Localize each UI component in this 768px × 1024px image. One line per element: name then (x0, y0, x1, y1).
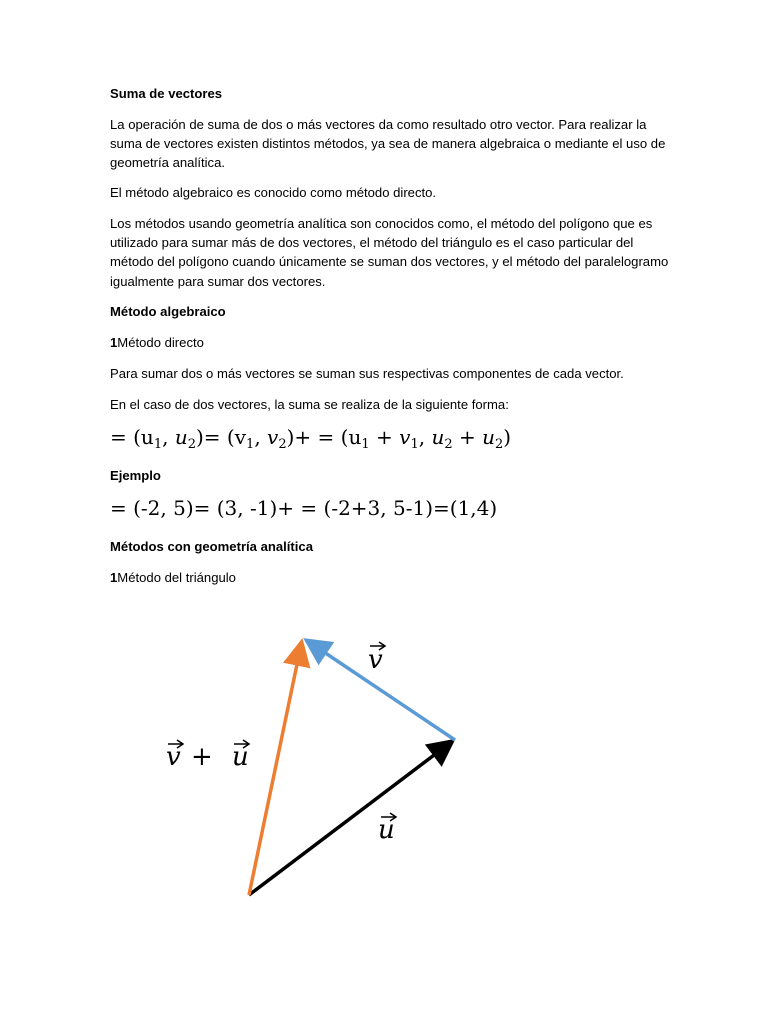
vector-u-arrow (249, 743, 450, 895)
direct-explanation-paragraph: Para sumar dos o más vectores se suman sus respectivas componentes de cada vector. (110, 366, 624, 381)
example-formula: = (-2, 5)= (3, -1)+ = (-2+3, 5-1)=(1,4) (110, 496, 498, 520)
list-item-number: 1 (110, 335, 118, 350)
label-v (368, 642, 385, 675)
two-vectors-paragraph: En el caso de dos vectores, la suma se realiza de la siguiente forma: (110, 397, 509, 412)
svg-text:u: u (232, 742, 249, 772)
geometry-methods-paragraph: Los métodos usando geometría analítica son conocidos como, el método del polígono que es utilizado para sumar más de dos vectores, el método del triángulo es el caso particular del método del polígono cuando únicamente se suman dos vectores, y el método del paralelogramo igualmente para sumar dos vectores. (110, 216, 669, 289)
intro-paragraph: La operación de suma de dos o más vectores da como resultado otro vector. Para realizar la suma de vectores existen distintos métodos, ya sea de manera algebraica o mediante el uso de geometría analítica. (110, 117, 666, 171)
svg-text:v: v (166, 742, 181, 772)
label-u (378, 813, 396, 845)
sum-formula: = ($u_1$, $u_2)= (v_1$, $v_2)+ = (u_1 + v_1$, $u_2 + u_2$) (110, 425, 512, 452)
heading-geometry: Métodos con geometría analítica (110, 539, 313, 554)
label-sum (166, 740, 249, 772)
svg-text:+: + (191, 742, 213, 772)
list-item-label: Método directo (117, 335, 204, 350)
svg-text:v: v (368, 645, 383, 675)
svg-text:u: u (378, 815, 395, 845)
algebraic-direct-paragraph: El método algebraico es conocido como método directo. (110, 185, 437, 200)
vector-sum-arrow (249, 645, 301, 895)
list-item-number: 1 (110, 570, 118, 585)
heading-algebraic: Método algebraico (110, 304, 226, 319)
list-item-label: Método del triángulo (117, 570, 236, 585)
document-title: Suma de vectores (110, 86, 223, 101)
heading-example: Ejemplo (110, 468, 161, 483)
